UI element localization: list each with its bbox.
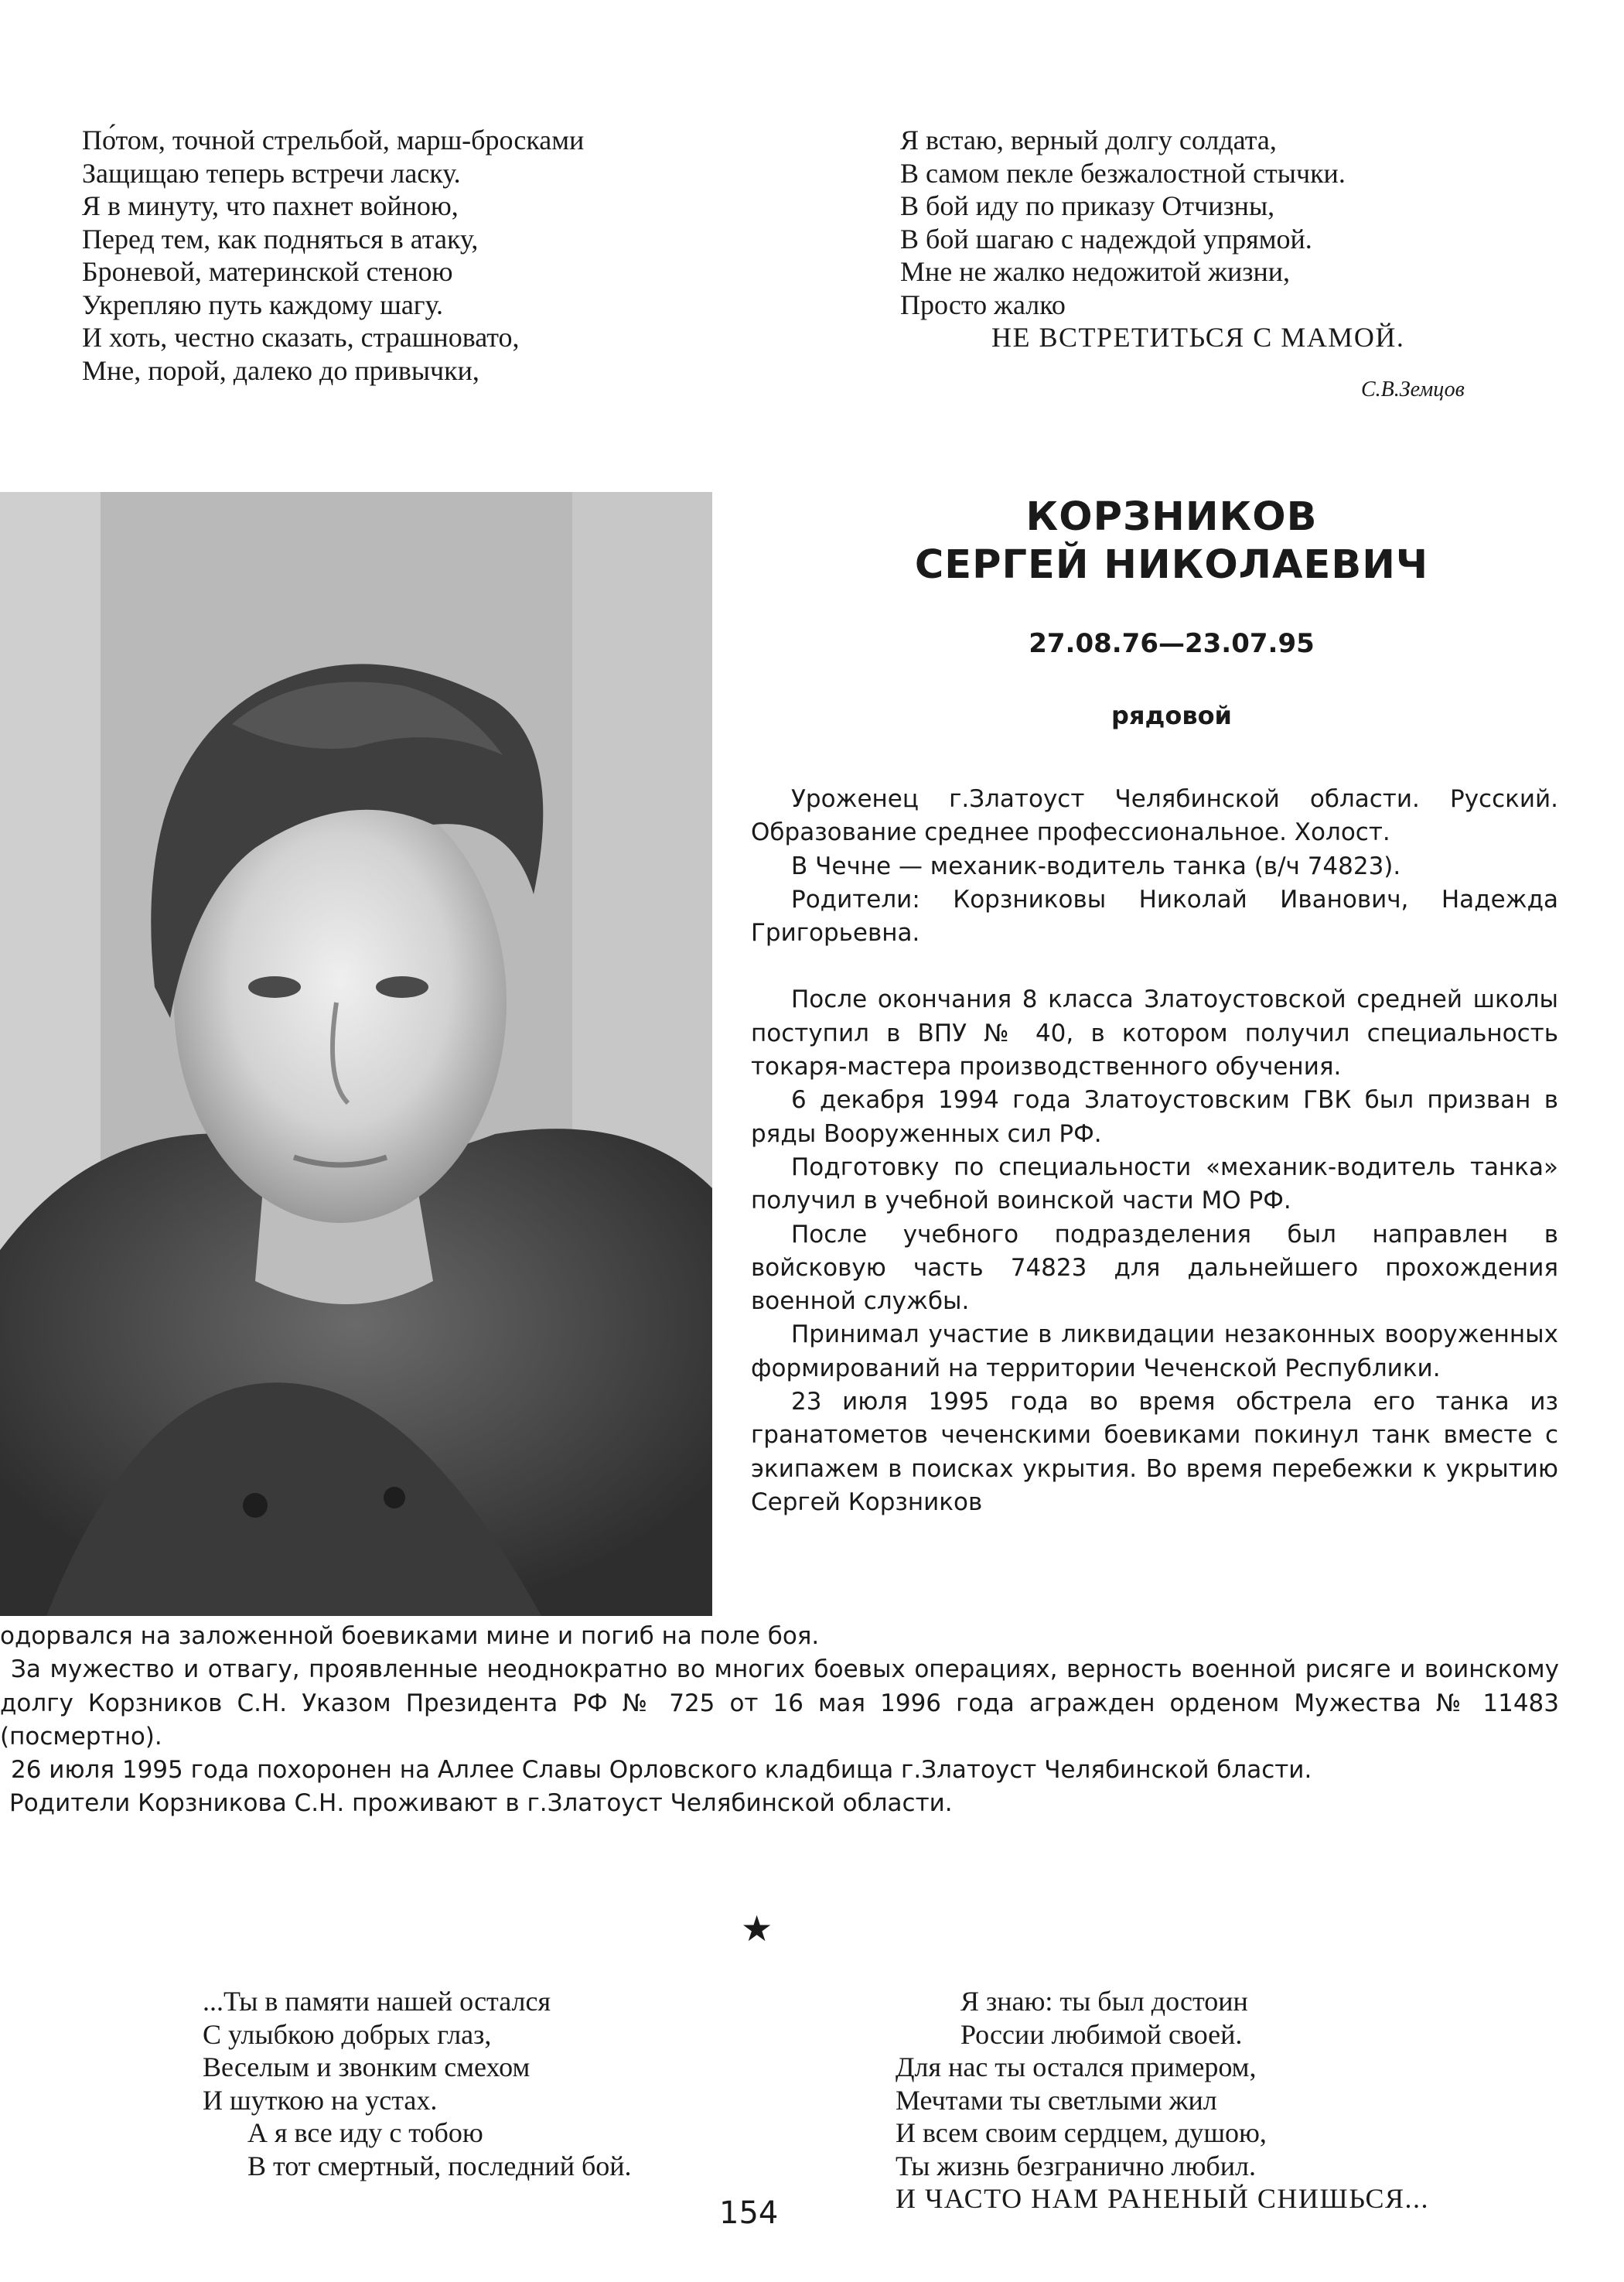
poem-line: Веселым и звонким смехом [203, 2051, 531, 2082]
bio-paragraph: После окончания 8 класса Златоустовской средней школы поступил в ВПУ № 40, в котором получил специальность токаря-мастера производственного обучения. [751, 986, 1558, 1081]
poem-line: Мне не жалко недожитой жизни, [900, 256, 1291, 287]
poem-line: Защищаю теперь встречи ласку. [82, 157, 461, 189]
poem-line: Для нас ты остался примером, [896, 2051, 1257, 2082]
top-poem-right-column [900, 124, 1404, 354]
poem-line: Броневой, материнской стеною [82, 256, 453, 287]
bio-paragraph: За мужество и отвагу, проявленные неоднократно во многих боевых операциях, верность военной рисяге и воинскому долгу Корзников С.Н. Указом Президента РФ № 725 от 16 мая 1996 года агражден орденом Мужества № 11483 (посмертно). [0, 1655, 1559, 1751]
bio-paragraph: Родители Корзникова С.Н. проживают в г.Златоуст Челябинской области. [9, 1789, 953, 1818]
bio-paragraph: 23 июля 1995 года во время обстрела его танка из гранатометов чеченскими боевиками покинул танк вместе с экипажем в поисках укрытия. Во время перебежки к укрытию Сергей Корзников [751, 1388, 1558, 1516]
bio-paragraph: 26 июля 1995 года похоронен на Аллее Славы Орловского кладбища г.Златоуст Челябинской бласти. [11, 1756, 1312, 1785]
bio-paragraph: Родители: Корзниковы Николай Иванович, Надежда Григорьевна. [751, 885, 1558, 948]
poem-line: По́том, точной стрельбой, марш-бросками [82, 125, 585, 155]
portrait-illustration [0, 492, 712, 1616]
life-dates: 27.08.76—23.07.95 [1029, 628, 1315, 659]
poem-line: Мечтами ты светлыми жил [896, 2084, 1217, 2116]
bio-paragraph: После учебного подразделения был направлен в войсковую часть 74823 для дальнейшего прохождения военной службы. [751, 1220, 1558, 1316]
military-rank: рядовой [1111, 701, 1232, 730]
poem-line: Я встаю, верный долгу солдата, [900, 125, 1277, 155]
person-name-heading [897, 494, 1446, 589]
bio-paragraph: В Чечне — механик-водитель танка (в/ч 74823). [791, 852, 1401, 880]
person-given-names: СЕРГЕЙ НИКОЛАЕВИЧ [914, 542, 1429, 588]
page-number: 154 [719, 2195, 779, 2231]
poem-line: И всем своим сердцем, душою, [896, 2117, 1267, 2148]
poem-line: Я в минуту, что пахнет войною, [82, 190, 459, 221]
poem-line: Я знаю: ты был достоин [960, 1986, 1248, 2017]
poem-finale-line: НЕ ВСТРЕТИТЬСЯ С МАМОЙ. [991, 322, 1405, 353]
biography-full-width [0, 1620, 1559, 1821]
poem-line: В бой иду по приказу Отчизны, [900, 190, 1275, 221]
person-surname: КОРЗНИКОВ [1025, 494, 1318, 540]
poem-line: И хоть, честно сказать, страшновато, [82, 322, 520, 353]
poem-signature: С.В.Земцов [1361, 377, 1465, 401]
poem-line: России любимой своей. [960, 2018, 1243, 2050]
bottom-poem-right-column [896, 1985, 1429, 2215]
biography-right-column [751, 783, 1558, 1519]
bio-paragraph: 6 декабря 1994 года Златоустовским ГВК был призван в ряды Вооруженных сил РФ. [751, 1086, 1558, 1148]
poem-line: Просто жалко [900, 289, 1066, 320]
bio-paragraph: одорвался на заложенной боевиками мине и погиб на поле боя. [0, 1622, 820, 1650]
poem-line: В тот смертный, последний бой. [247, 2150, 632, 2181]
poem-line: Мне, порой, далеко до привычки, [82, 354, 479, 386]
bio-paragraph: Принимал участие в ликвидации незаконных вооруженных формирований на территории Чеченской Республики. [751, 1320, 1558, 1382]
poem-line: С улыбкою добрых глаз, [203, 2018, 492, 2050]
bio-paragraph: Подготовку по специальности «механик-водитель танка» получил в учебной воинской части МО РФ. [751, 1153, 1558, 1215]
poem-line: Перед тем, как подняться в атаку, [82, 223, 479, 255]
poem-line: В самом пекле безжалостной стычки. [900, 157, 1346, 189]
bio-paragraph: Уроженец г.Златоуст Челябинской области. Русский. Образование среднее профессиональное. Холост. [751, 785, 1558, 847]
star-icon: ★ [741, 1908, 773, 1949]
top-poem-left-column [82, 124, 584, 387]
portrait-photo [0, 492, 712, 1616]
poem-line: Укрепляю путь каждому шагу. [82, 289, 443, 320]
poem-line: Ты жизнь безгранично любил. [896, 2150, 1256, 2181]
poem-finale-line: И ЧАСТО НАМ РАНЕНЫЙ СНИШЬСЯ... [896, 2183, 1430, 2214]
bottom-poem-left-column [203, 1985, 632, 2182]
poem-line: А я все иду с тобою [247, 2117, 483, 2148]
poem-line: ...Ты в памяти нашей остался [203, 1986, 551, 2017]
poem-line: И шуткою на устах. [203, 2084, 438, 2116]
poem-line: В бой шагаю с надеждой упрямой. [900, 223, 1312, 255]
